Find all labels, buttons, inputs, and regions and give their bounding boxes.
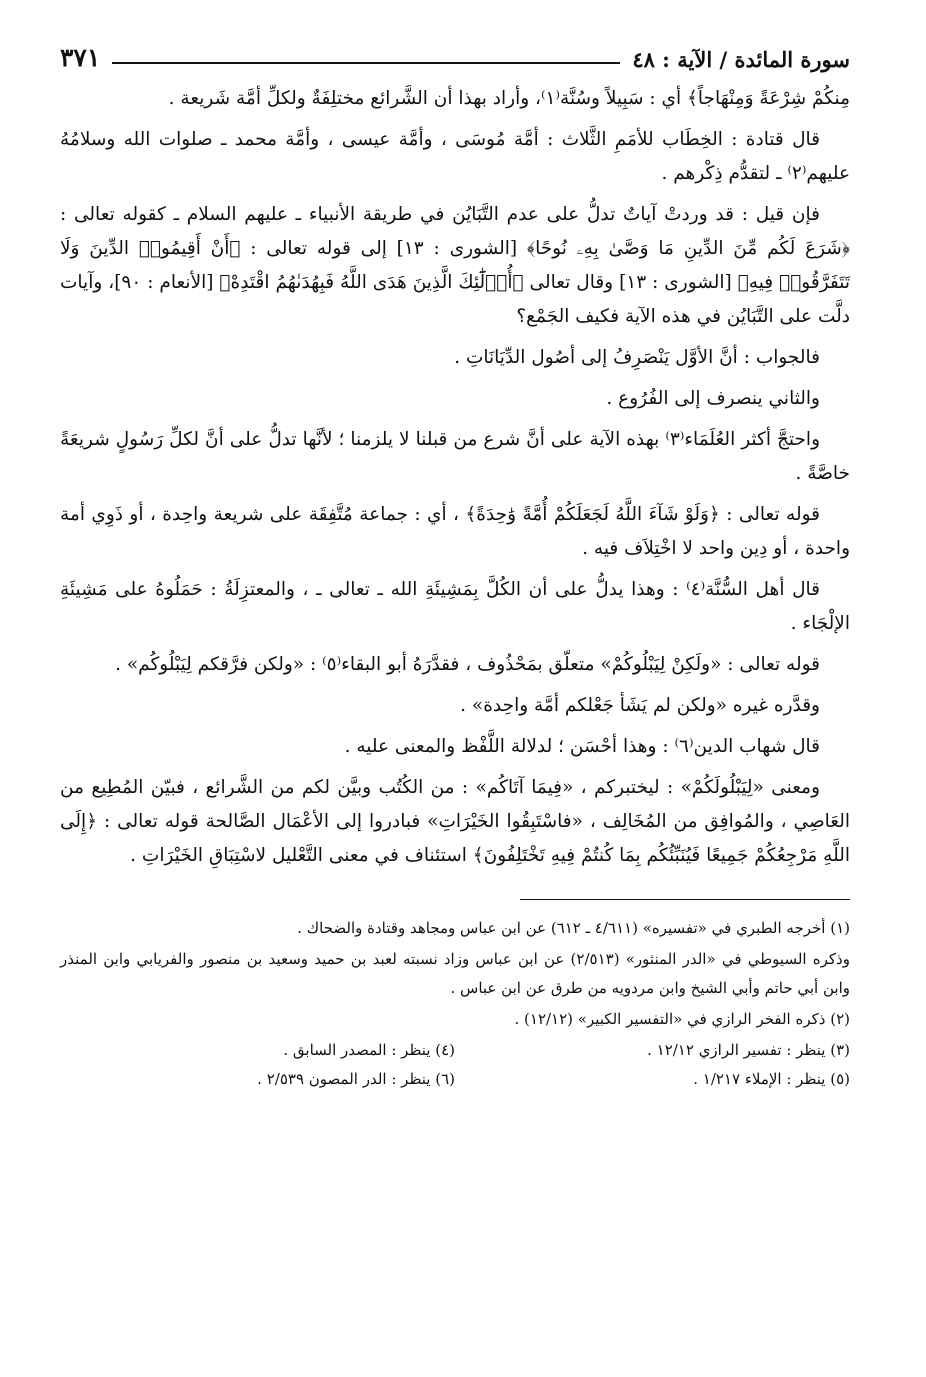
page-header (60, 30, 850, 72)
footnote-row (60, 1065, 850, 1094)
paragraph: قوله تعالى : «ولَكِنْ لِيَبْلُوكُمْ» متعلّق بمَحْذُوف ، فقدَّرَهُ أبو البقاء⁽٥⁾ : «ولكن فرَّقكم لِيَبْلُوكُم» . (115, 654, 820, 675)
paragraph: واحتجَّ أكثر العُلَمَاء⁽٣⁾ بهذه الآية على أنَّ شرع من قبلنا لا يلزمنا ؛ لأنَّها تدلُّ على أنَّ لكلِّ رَسُولٍ شريعَةً خاصَّةً . (60, 429, 850, 484)
footnote-4: (٤) ينظر : المصدر السابق . (283, 1041, 455, 1059)
footnotes (60, 914, 850, 1094)
footnote-row (60, 1036, 850, 1065)
footnote-6: (٦) ينظر : الدر المصون ٢/٥٣٩ . (257, 1070, 455, 1088)
footnote-2: (٢) ذكره الفخر الرازي في «التفسير الكبير» (١٢/١٢) . (514, 1010, 850, 1028)
page-number: ٣٧١ (60, 43, 101, 72)
footnote-3: (٣) ينظر : تفسير الرازي ١٢/١٢ . (647, 1041, 850, 1059)
footnote-5: (٥) ينظر : الإملاء ١/٢١٧ . (693, 1070, 850, 1088)
paragraph: فالجواب : أنَّ الأوَّل يَنْصَرِفُ إلى أصُول الدِّيَانَاتِ . (454, 347, 820, 368)
paragraph: مِنكُمْ شِرْعَةً وَمِنْهَاجاً﴾ أي : سَبِيلاً وسُنَّة⁽١⁾، وأراد بهذا أن الشَّرائع مختلِفَةٌ ولكلِّ أمَّة شَريعة . (168, 88, 850, 109)
paragraph: ومعنى «لِيَبْلُولَكُمْ» : ليختبركم ، «فِيمَا آتَاكُم» : من الكُتُب وبيَّن لكم من الشَّرائع ، فبيّن المُطِيع من العَاصِي ، والمُوافِق من المُخَالِف ، «فاسْتَبِقُوا الخَيْرَاتِ» فبادروا إلى الأعْمَال الصَّالحة قوله تعالى : ﴿إِلَى اللَّهِ مَرْجِعُكُمْ جَمِيعًا فَيُنَبِّئُكُم بِمَا كُنتُمْ فِيهِ تَخْتَلِفُونَ﴾ استئناف في معنى التَّعْليل لاسْتِبَاقِ الخَيْرَاتِ . (60, 777, 850, 866)
paragraph: قال أهل السُّنَّة⁽٤⁾ : وهذا يدلُّ على أن الكُلَّ بِمَشِيئَةِ الله ـ تعالى ـ ، والمعتزِلَةُ : حَمَلُوهُ على مَشِيئَةِ الإلْجَاء . (60, 579, 850, 634)
surah-title: سورة المائدة / الآية : ٤٨ (632, 47, 850, 72)
paragraph: والثاني ينصرف إلى الفُرُوع . (606, 388, 820, 409)
paragraph: وقدَّره غيره «ولكن لم يَشَأ جَعْلكم أمَّة واحِدة» . (460, 695, 820, 716)
paragraph: قوله تعالى : ﴿وَلَوْ شَآءَ اللَّهُ لَجَعَلَكُمْ أُمَّةً وَٰحِدَةً﴾ ، أي : جماعة مُتَّفِقَة على شريعة واحِدة ، أو ذَوِي أمة واحدة ، أو دِين واحد لا اخْتِلاَف فيه . (60, 504, 850, 559)
paragraph: قال شهاب الدين⁽٦⁾ : وهذا أحْسَن ؛ لدلالة اللَّفْظ والمعنى عليه . (344, 736, 820, 757)
main-text (60, 82, 850, 873)
footnote-1-continued: وذكره السيوطي في «الدر المنثور» (٢/٥١٣) عن ابن عباس وزاد نسبته لعبد بن حميد وسعيد بن منصور والفريابي وابن المنذر وابن أبي حاتم وأبي الشيخ وابن مردويه من طرق عن ابن عباس . (60, 950, 850, 997)
footnote-1: (١) أخرجه الطبري في «تفسيره» (٤/٦١١ ـ ٦١٢) عن ابن عباس ومجاهد وقتادة والضحاك . (297, 919, 850, 937)
paragraph: قال قتادة : الخِطَاب للأمَمِ الثَّلاث : أمَّة مُوسَى ، وأمَّة عيسى ، وأمَّة محمد ـ صلوات الله وسلامُهُ عليهم⁽٢⁾ ـ لتقدُّم ذِكْرهم . (60, 129, 850, 184)
paragraph: فإن قيل : قد وردتْ آياتٌ تدلُّ على عدم التَّبَايُن في طريقة الأنبياء ـ عليهم السلام ـ كقوله تعالى : ﴿شَرَعَ لَكُم مِّنَ الدِّينِ مَا وَصَّىٰ بِهِۦ نُوحًا﴾ [الشورى : ١٣] إلى قوله تعالى : ﴿أَنْ أَقِيمُوا۟ الدِّينَ وَلَا تَتَفَرَّقُوا۟ فِيهِ﴾ [الشورى : ١٣] وقال تعالى ﴿أُو۟لَٰٓئِكَ الَّذِينَ هَدَى اللَّهُ فَبِهُدَىٰهُمُ اقْتَدِهْ﴾ [الأنعام : ٩٠]، وآيات دلَّت على التَّبَايُن في هذه الآية فكيف الجَمْع؟ (60, 204, 851, 327)
book-page (60, 30, 850, 1094)
footnote-separator (520, 899, 850, 900)
header-rule (112, 62, 620, 64)
